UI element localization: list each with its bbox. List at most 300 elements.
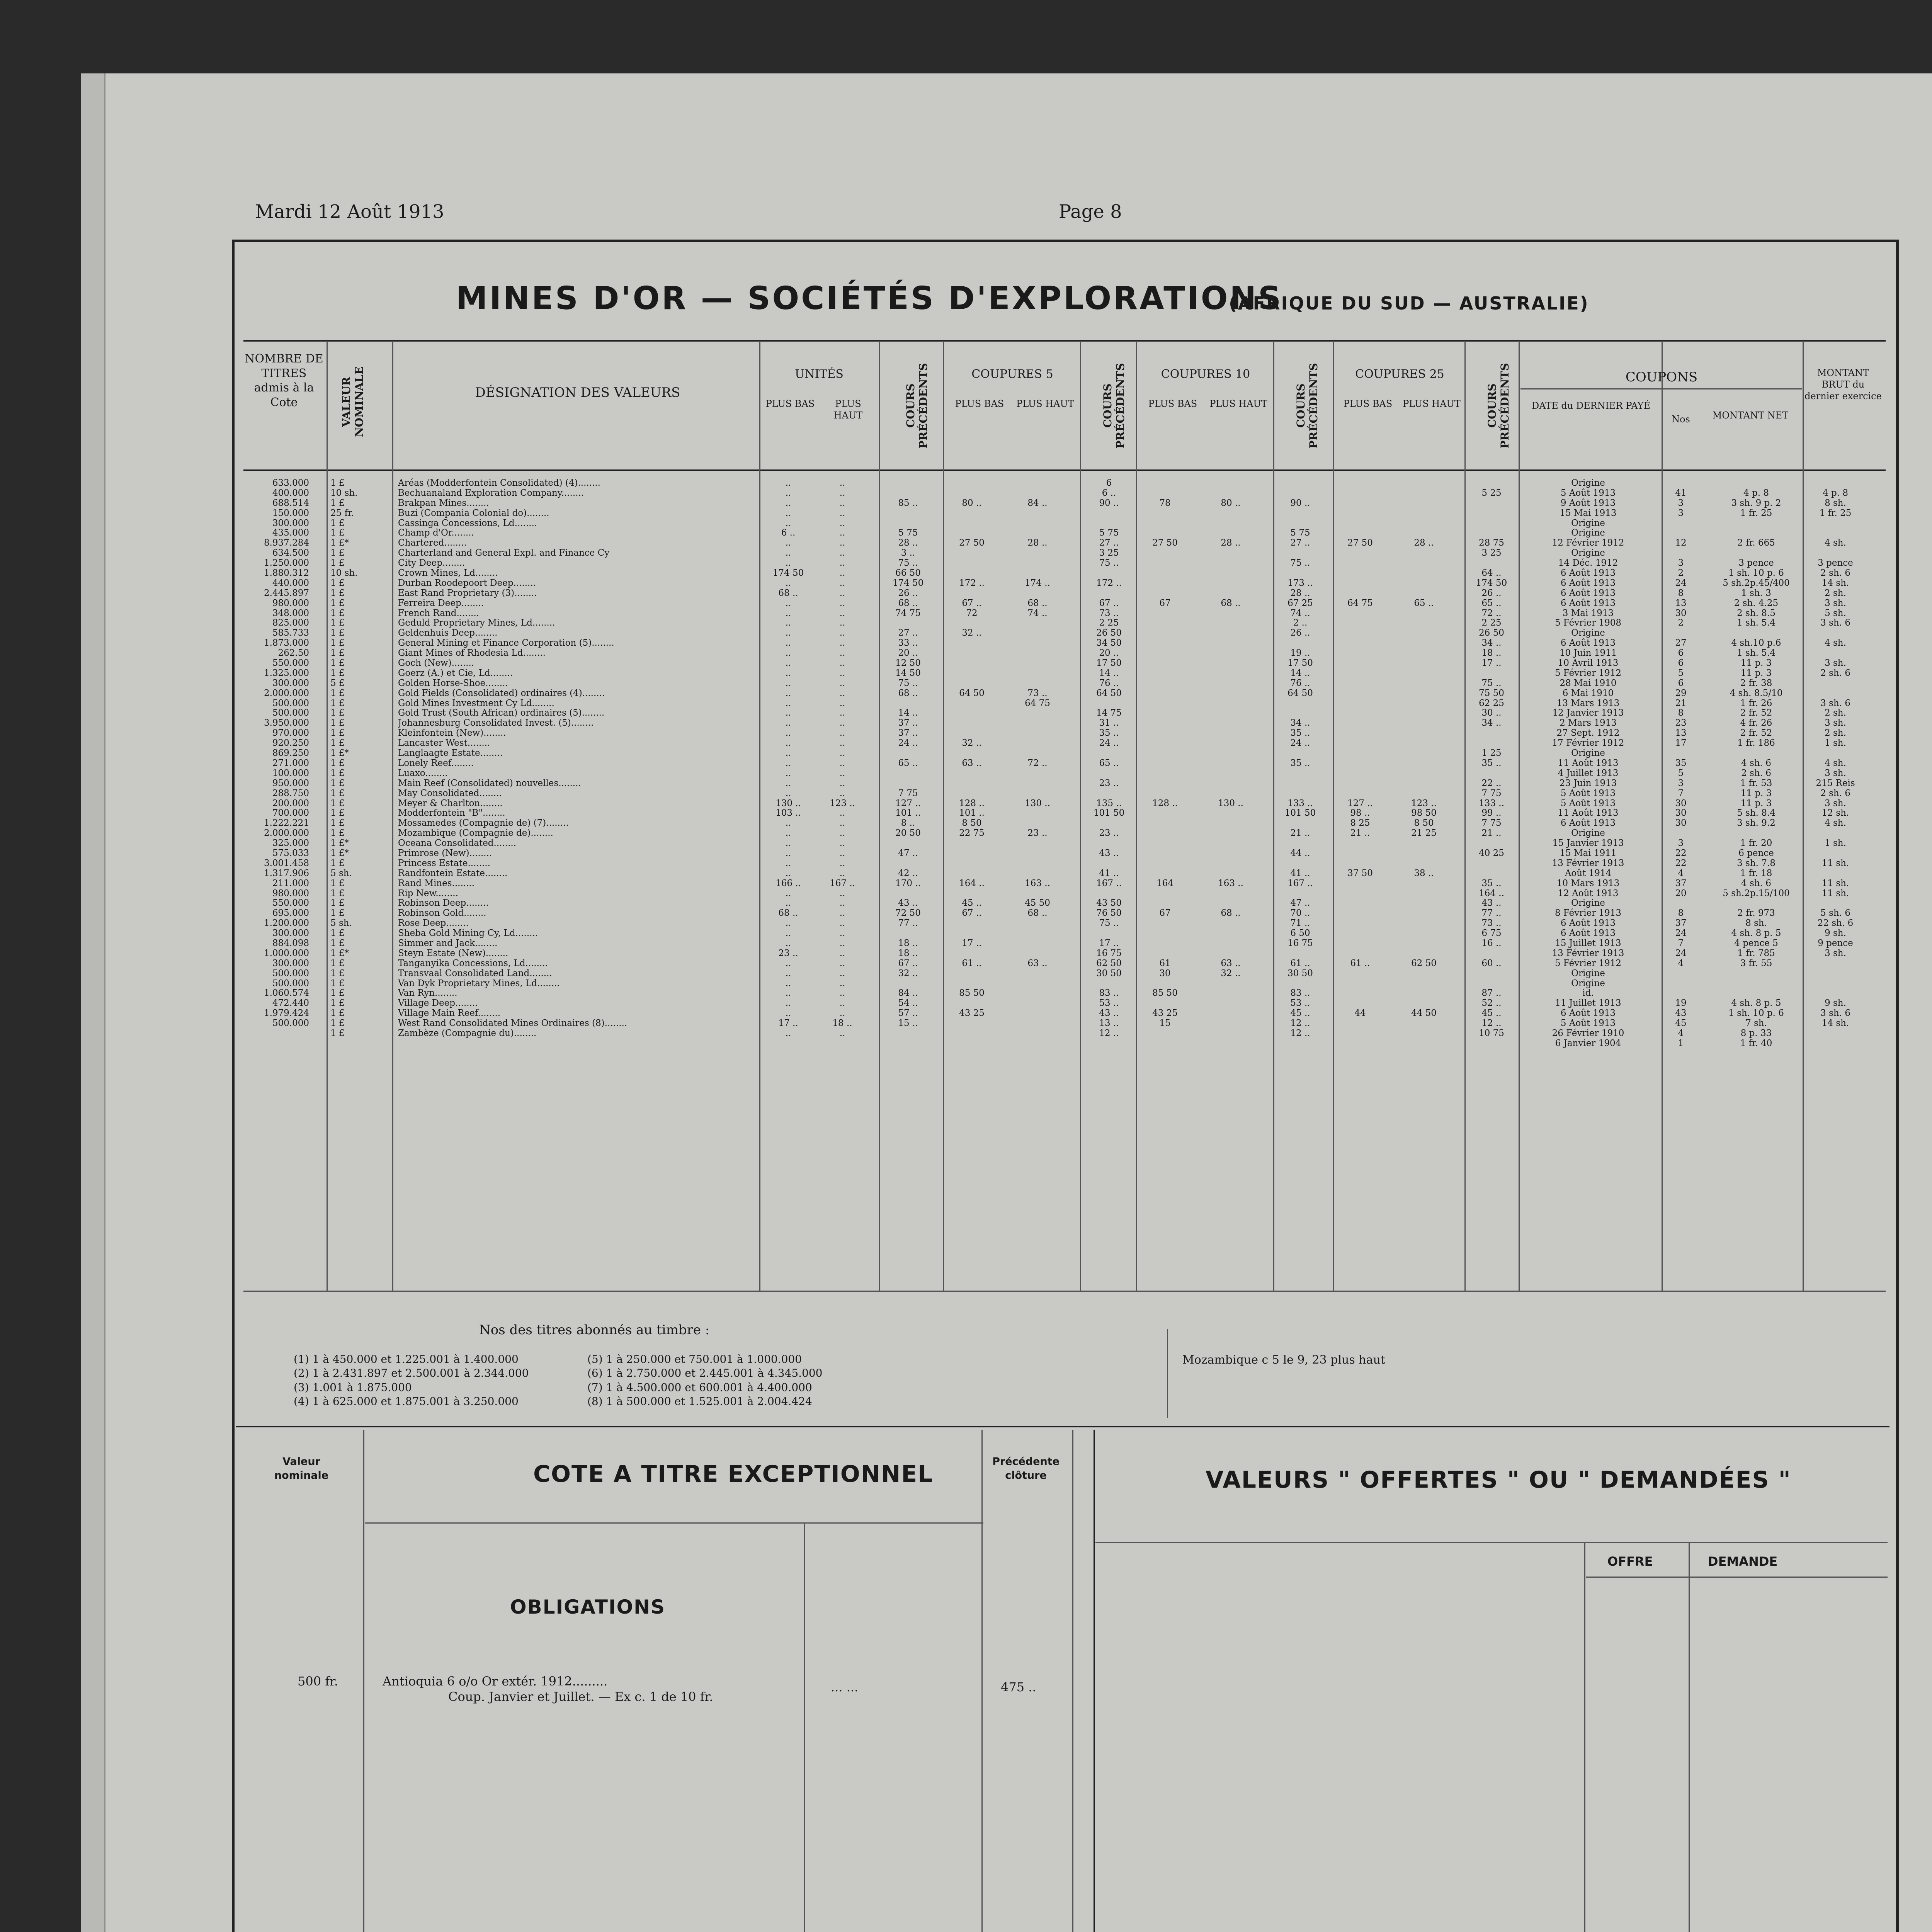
obligation-line2: Coup. Janvier et Juillet. — Ex c. 1 de 10 fr. [448, 1689, 713, 1704]
cell-dp: 5 75 [1290, 528, 1310, 538]
cell-n: 920.250 [272, 738, 309, 748]
cell-v: 1 £ [330, 928, 345, 939]
cell-no: 30 [1675, 798, 1687, 808]
cell-mt: 5 sh. 8.4 [1737, 808, 1776, 818]
cell-cp: 64 50 [1096, 688, 1122, 698]
cell-date: 6 Janvier 1904 [1555, 1038, 1621, 1048]
cell-no: 22 [1675, 848, 1687, 858]
cell-up: 75 .. [898, 558, 918, 568]
cell-d: Simmer and Jack........ [398, 938, 498, 948]
cell-n: 1.880.312 [264, 568, 309, 578]
cell-date: 10 Juin 1911 [1559, 648, 1617, 658]
cell-q2: 28 .. [1414, 538, 1434, 548]
cell-qp: 40 25 [1479, 848, 1504, 858]
cell-d: Gold Mines Investment Cy Ld........ [398, 698, 554, 708]
cell-u2: .. [839, 648, 845, 658]
table-row [247, 708, 1870, 718]
cell-v: 1 £ [330, 598, 345, 608]
table-row [247, 998, 1870, 1008]
cell-qp: 30 .. [1481, 708, 1502, 718]
cell-no: 13 [1675, 598, 1687, 608]
cell-mt: 4 sh. 8.5/10 [1730, 688, 1783, 698]
cell-u1: .. [785, 518, 791, 528]
cell-n: 970.000 [272, 728, 309, 738]
main-title: MINES D'OR — SOCIÉTÉS D'EXPLORATIONS [456, 280, 1283, 317]
cell-date: 5 Août 1913 [1560, 1018, 1616, 1029]
cell-dp: 17 50 [1287, 658, 1313, 668]
cell-mt: 4 fr. 26 [1740, 718, 1772, 728]
cell-v: 1 £ [330, 828, 345, 838]
cell-c2: 174 .. [1025, 578, 1050, 588]
cell-d: Lonely Reef........ [398, 758, 474, 768]
cell-up: 14 .. [898, 708, 918, 718]
exc-rule-4 [1072, 1430, 1073, 1932]
cell-n: 634.500 [272, 548, 309, 558]
cell-cp: 73 .. [1099, 608, 1119, 618]
cell-v: 1 £ [330, 818, 345, 828]
col-cours-prec-4: COURS PRÉCÉDENTS [1486, 363, 1511, 449]
cell-d: Tanganyika Concessions, Ld........ [398, 958, 548, 968]
cell-dr: 5 sh. 6 [1820, 908, 1850, 918]
cell-c1: 27 50 [959, 538, 985, 548]
cell-cp: 5 75 [1099, 528, 1119, 538]
cell-v: 1 £ [330, 958, 345, 968]
cell-d: Robinson Gold........ [398, 908, 486, 918]
cell-d: French Rand........ [398, 608, 479, 618]
cell-v: 1 £ [330, 978, 345, 988]
cell-v: 1 £ [330, 478, 345, 488]
cell-mt: 1 sh. 10 p. 6 [1728, 1008, 1784, 1019]
cell-u2: .. [839, 688, 845, 698]
cell-cp: 13 .. [1099, 1018, 1119, 1029]
cell-cp: 24 .. [1099, 738, 1119, 748]
cell-up: 77 .. [898, 918, 918, 929]
cell-u2: .. [839, 1028, 845, 1038]
cell-d: Princess Estate........ [398, 858, 490, 868]
cell-u2: .. [839, 538, 845, 548]
cell-v: 1 £ [330, 708, 345, 718]
table-row [247, 688, 1870, 698]
cell-cp: 20 .. [1099, 648, 1119, 658]
cell-u2: .. [839, 938, 845, 948]
cell-mt: 3 sh. 9.2 [1737, 818, 1776, 828]
cell-c1: 164 .. [959, 878, 985, 888]
cell-mt: 5 sh.2p.15/100 [1723, 888, 1790, 898]
cell-d: Giant Mines of Rhodesia Ld........ [398, 648, 546, 658]
table-row [247, 798, 1870, 808]
cell-d: Geldenhuis Deep........ [398, 628, 498, 638]
cell-qp: 75 .. [1481, 678, 1502, 688]
cell-v: 1 £ [330, 998, 345, 1009]
cell-no: 2 [1678, 618, 1684, 628]
cell-u2: 18 .. [832, 1018, 852, 1029]
cell-u2: .. [839, 838, 845, 849]
table-row [247, 558, 1870, 568]
cell-d: Luaxo........ [398, 768, 448, 778]
cell-d: Steyn Estate (New)........ [398, 948, 509, 958]
cell-c1: 67 .. [962, 598, 982, 608]
cell-q2: 123 .. [1411, 798, 1437, 808]
table-row [247, 888, 1870, 898]
cell-n: 575.033 [272, 848, 309, 858]
cell-dp: 67 25 [1287, 598, 1313, 608]
cell-dr: 9 sh. [1825, 998, 1846, 1009]
table-row [247, 658, 1870, 668]
cell-no: 30 [1675, 608, 1687, 618]
table-row [247, 678, 1870, 688]
cell-q2: 44 50 [1411, 1008, 1437, 1019]
cell-u1: .. [785, 548, 791, 558]
cell-dp: 34 .. [1290, 718, 1310, 728]
cell-v: 1 £ [330, 938, 345, 948]
cell-c1: 8 50 [962, 818, 982, 828]
abonnes-line: (2) 1 à 2.431.897 et 2.500.001 à 2.344.000 [294, 1367, 529, 1380]
cell-mt: 1 fr. 26 [1740, 698, 1772, 708]
col-unites: UNITÉS [795, 367, 844, 381]
cell-d: Village Main Reef........ [398, 1008, 501, 1019]
cell-qp: 164 .. [1479, 888, 1504, 898]
cell-n: 884.098 [272, 938, 309, 948]
table-row [247, 1038, 1870, 1048]
cell-u2: .. [839, 598, 845, 608]
table-row [247, 718, 1870, 728]
cell-n: 435.000 [272, 528, 309, 538]
table-row [247, 868, 1870, 878]
cell-v: 1 £ [330, 578, 345, 588]
cell-u2: .. [839, 488, 845, 498]
cell-no: 22 [1675, 858, 1687, 868]
cell-d: May Consolidated........ [398, 788, 502, 798]
cell-n: 400.000 [272, 488, 309, 498]
abonnes-line: (7) 1 à 4.500.000 et 600.001 à 4.400.000 [587, 1381, 812, 1394]
cell-dp: 61 .. [1290, 958, 1310, 968]
table-row [247, 738, 1870, 748]
cell-d: Mossamedes (Compagnie de) (7)........ [398, 818, 569, 828]
col-cours-prec-1: COURS PRÉCÉDENTS [904, 363, 930, 449]
cell-u1: .. [785, 918, 791, 929]
cell-d2: 63 .. [1221, 958, 1241, 968]
cell-up: 8 .. [901, 818, 915, 828]
cell-n: 1.000.000 [264, 948, 309, 958]
cell-cp: 27 .. [1099, 538, 1119, 548]
cell-n: 869.250 [272, 748, 309, 759]
cell-v: 1 £* [330, 838, 349, 849]
cell-no: 4 [1678, 1028, 1684, 1038]
cell-d: Champ d'Or........ [398, 528, 474, 538]
cell-cp: 34 50 [1096, 638, 1122, 648]
cell-date: 2 Mars 1913 [1560, 718, 1617, 728]
cell-n: 500.000 [272, 978, 309, 988]
cell-dp: 12 .. [1290, 1028, 1310, 1038]
cell-mt: 4 sh. 8 p. 5 [1731, 998, 1781, 1009]
cell-u2: .. [839, 748, 845, 759]
cell-cp: 76 .. [1099, 678, 1119, 688]
cell-no: 27 [1675, 638, 1687, 648]
cell-date: 17 Février 1912 [1552, 738, 1624, 748]
table-row [247, 538, 1870, 548]
cell-qp: 99 .. [1481, 808, 1502, 818]
cell-n: 2.000.000 [264, 828, 309, 838]
cell-mt: 1 sh. 5.4 [1737, 648, 1776, 658]
cell-dr: 215 Reis [1816, 778, 1855, 788]
cell-dp: 173 .. [1287, 578, 1313, 588]
cell-c1: 63 .. [962, 758, 982, 768]
cell-c1: 43 25 [959, 1008, 985, 1019]
col-c5-haut: PLUS HAUT [1016, 398, 1074, 409]
cell-up: 27 .. [898, 628, 918, 638]
cell-u1: .. [785, 898, 791, 908]
cell-dp: 133 .. [1287, 798, 1313, 808]
cell-u2: .. [839, 608, 845, 618]
cell-mt: 4 p. 8 [1743, 488, 1769, 498]
cell-u2: .. [839, 568, 845, 578]
table-row [247, 528, 1870, 538]
col-c25-bas: PLUS BAS [1343, 398, 1393, 409]
cell-v: 1 £ [330, 908, 345, 918]
cell-u2: .. [839, 558, 845, 568]
cell-dp: 101 50 [1284, 808, 1316, 818]
table-row [247, 938, 1870, 948]
cell-v: 1 £ [330, 518, 345, 528]
table-row [247, 618, 1870, 628]
cell-up: 18 .. [898, 948, 918, 958]
table-row [247, 498, 1870, 508]
cell-c2: 74 .. [1027, 608, 1048, 618]
cell-date: Origine [1571, 968, 1605, 978]
cell-d: Gold Fields (Consolidated) ordinaires (4)........ [398, 688, 605, 698]
cell-date: 23 Juin 1913 [1559, 778, 1617, 788]
cell-no: 30 [1675, 818, 1687, 828]
cell-up: 84 .. [898, 988, 918, 998]
cell-up: 14 50 [895, 668, 921, 678]
cell-mt: 1 fr. 186 [1737, 738, 1775, 748]
cell-dp: 19 .. [1290, 648, 1310, 658]
cell-n: 2.000.000 [264, 688, 309, 698]
table-row [247, 508, 1870, 518]
table-bottom-rule [243, 1291, 1886, 1292]
cell-cp: 76 50 [1096, 908, 1122, 918]
cell-mt: 2 fr. 52 [1740, 708, 1772, 718]
cell-n: 3.001.458 [264, 858, 309, 868]
cell-n: 550.000 [272, 658, 309, 668]
cell-qp: 75 50 [1479, 688, 1504, 698]
cell-n: 1.317.906 [264, 868, 309, 878]
cell-v: 1 £ [330, 688, 345, 698]
cell-no: 3 [1678, 498, 1684, 508]
cell-dp: 71 .. [1290, 918, 1310, 929]
cell-qp: 87 .. [1481, 988, 1502, 998]
cell-u1: 17 .. [778, 1018, 798, 1029]
cell-d2: 68 .. [1221, 598, 1241, 608]
table-row [247, 568, 1870, 578]
cell-n: 271.000 [272, 758, 309, 768]
cell-u1: .. [785, 988, 791, 998]
cell-no: 37 [1675, 918, 1687, 929]
cell-no: 7 [1678, 938, 1684, 948]
cell-d: East Rand Proprietary (3)........ [398, 588, 537, 598]
cell-qp: 2 25 [1481, 618, 1502, 628]
cell-dr: 2 sh. 6 [1820, 788, 1850, 798]
cell-v: 1 £ [330, 548, 345, 558]
cell-n: 288.750 [272, 788, 309, 798]
cell-c2: 68 .. [1027, 598, 1048, 608]
cell-u1: .. [785, 838, 791, 849]
offertes-rule-3 [1689, 1542, 1690, 1932]
cell-no: 24 [1675, 948, 1687, 958]
abonnes-left [294, 1352, 529, 1409]
cell-d: Transvaal Consolidated Land........ [398, 968, 552, 978]
table-row [247, 808, 1870, 818]
cell-cp: 2 25 [1099, 618, 1119, 628]
cell-u2: .. [839, 948, 845, 958]
cell-no: 13 [1675, 728, 1687, 738]
cell-u1: 23 .. [778, 948, 798, 958]
cell-v: 1 £ [330, 588, 345, 598]
cell-u1: .. [785, 678, 791, 688]
table-row [247, 878, 1870, 888]
cell-date: 5 Août 1913 [1560, 488, 1616, 498]
cell-u1: .. [785, 848, 791, 858]
cell-qp: 43 .. [1481, 898, 1502, 908]
cell-no: 29 [1675, 688, 1687, 698]
cell-cp: 62 50 [1096, 958, 1122, 968]
cell-mt: 1 fr. 25 [1740, 508, 1772, 518]
cell-cp: 43 50 [1096, 898, 1122, 908]
cell-u1: .. [785, 578, 791, 588]
cell-u2: .. [839, 708, 845, 718]
cell-date: 13 Mars 1913 [1556, 698, 1620, 708]
cell-u2: .. [839, 668, 845, 678]
cell-v: 1 £ [330, 1008, 345, 1019]
cell-u1: 68 .. [778, 908, 798, 918]
cell-v: 1 £ [330, 798, 345, 808]
cell-qp: 72 .. [1481, 608, 1502, 618]
cell-d1: 67 [1159, 908, 1171, 918]
cell-cp: 6 .. [1102, 488, 1116, 498]
table-row [247, 968, 1870, 978]
cell-c2: 130 .. [1025, 798, 1050, 808]
cell-u1: 6 .. [781, 528, 796, 538]
cell-c1: 67 .. [962, 908, 982, 918]
cell-cp: 75 .. [1099, 918, 1119, 929]
cell-date: 12 Février 1912 [1552, 538, 1624, 548]
page-number: Page 8 [1059, 201, 1122, 223]
cell-up: 43 .. [898, 898, 918, 908]
obligation-close: 475 .. [1001, 1680, 1036, 1694]
cell-up: 7 75 [898, 788, 918, 798]
cell-qp: 6 75 [1481, 928, 1502, 939]
cell-c1: 172 .. [959, 578, 985, 588]
cell-qp: 45 .. [1481, 1008, 1502, 1019]
cell-d: Goerz (A.) et Cie, Ld........ [398, 668, 513, 678]
cell-dp: 167 .. [1287, 878, 1313, 888]
cell-no: 17 [1675, 738, 1687, 748]
cell-up: 3 .. [901, 548, 915, 558]
cell-n: 980.000 [272, 888, 309, 898]
cell-dp: 6 50 [1290, 928, 1310, 939]
offertes-rule [1095, 1542, 1888, 1543]
table-top-rule [243, 340, 1886, 342]
cell-n: 500.000 [272, 1018, 309, 1029]
cell-up: 68 .. [898, 688, 918, 698]
cell-u2: .. [839, 958, 845, 968]
cell-u1: 166 .. [776, 878, 801, 888]
table-row [247, 898, 1870, 908]
cell-mt: 1 sh. 5.4 [1737, 618, 1776, 628]
cell-date: 10 Mars 1913 [1556, 878, 1620, 888]
cell-n: 300.000 [272, 958, 309, 968]
col-coupures10: COUPURES 10 [1161, 367, 1250, 381]
cell-no: 45 [1675, 1018, 1687, 1029]
cell-u1: .. [785, 998, 791, 1009]
cell-u1: .. [785, 628, 791, 638]
cell-q1: 61 .. [1350, 958, 1370, 968]
cell-d: Gold Trust (South African) ordinaires (5)........ [398, 708, 605, 718]
cell-no: 12 [1675, 538, 1687, 548]
cell-n: 3.950.000 [264, 718, 309, 728]
cell-u2: .. [839, 718, 845, 728]
cell-qp: 12 .. [1481, 1018, 1502, 1029]
table-row [247, 1018, 1870, 1028]
cell-mt: 6 pence [1738, 848, 1774, 858]
cell-qp: 22 .. [1481, 778, 1502, 788]
cell-u1: .. [785, 888, 791, 898]
cell-d: Goch (New)........ [398, 658, 474, 668]
cell-date: 6 Août 1913 [1560, 1008, 1616, 1019]
cell-u2: .. [839, 898, 845, 908]
cell-cp: 31 .. [1099, 718, 1119, 728]
cell-qp: 7 75 [1481, 818, 1502, 828]
cell-up: 15 .. [898, 1018, 918, 1029]
cell-u1: .. [785, 778, 791, 788]
table-row [247, 958, 1870, 968]
cell-u1: .. [785, 718, 791, 728]
cell-cp: 135 .. [1096, 798, 1122, 808]
cell-cp: 75 .. [1099, 558, 1119, 568]
table-row [247, 748, 1870, 758]
cell-u2: .. [839, 908, 845, 918]
cell-v: 5 sh. [330, 868, 352, 878]
cell-v: 1 £ [330, 858, 345, 868]
cell-up: 67 .. [898, 958, 918, 968]
cell-u2: .. [839, 548, 845, 558]
cell-u2: .. [839, 818, 845, 828]
cell-no: 5 [1678, 668, 1684, 678]
cell-dp: 16 75 [1287, 938, 1313, 948]
cell-v: 5 £ [330, 678, 345, 688]
page-date: Mardi 12 Août 1913 [255, 201, 444, 223]
cell-date: 11 Août 1913 [1558, 758, 1619, 768]
col-c5-bas: PLUS BAS [955, 398, 1004, 409]
cell-cp: 30 50 [1096, 968, 1122, 978]
cell-u2: .. [839, 998, 845, 1009]
cell-cp: 90 .. [1099, 498, 1119, 508]
cell-date: 5 Février 1912 [1554, 668, 1622, 678]
cell-d: Rip New........ [398, 888, 458, 898]
table-row [247, 788, 1870, 798]
cell-mt: 3 fr. 55 [1740, 958, 1772, 968]
cell-dr: 4 sh. [1825, 638, 1846, 648]
cell-mt: 8 sh. [1745, 918, 1767, 929]
cell-d: Brakpan Mines........ [398, 498, 489, 508]
cell-n: 1.222.221 [264, 818, 309, 828]
cell-c1: 17 .. [962, 938, 982, 948]
cell-mt: 11 p. 3 [1740, 658, 1772, 668]
cell-date: 8 Février 1913 [1554, 908, 1622, 918]
cell-up: 68 .. [898, 598, 918, 608]
cell-v: 25 fr. [330, 508, 354, 518]
cell-u1: .. [785, 738, 791, 748]
